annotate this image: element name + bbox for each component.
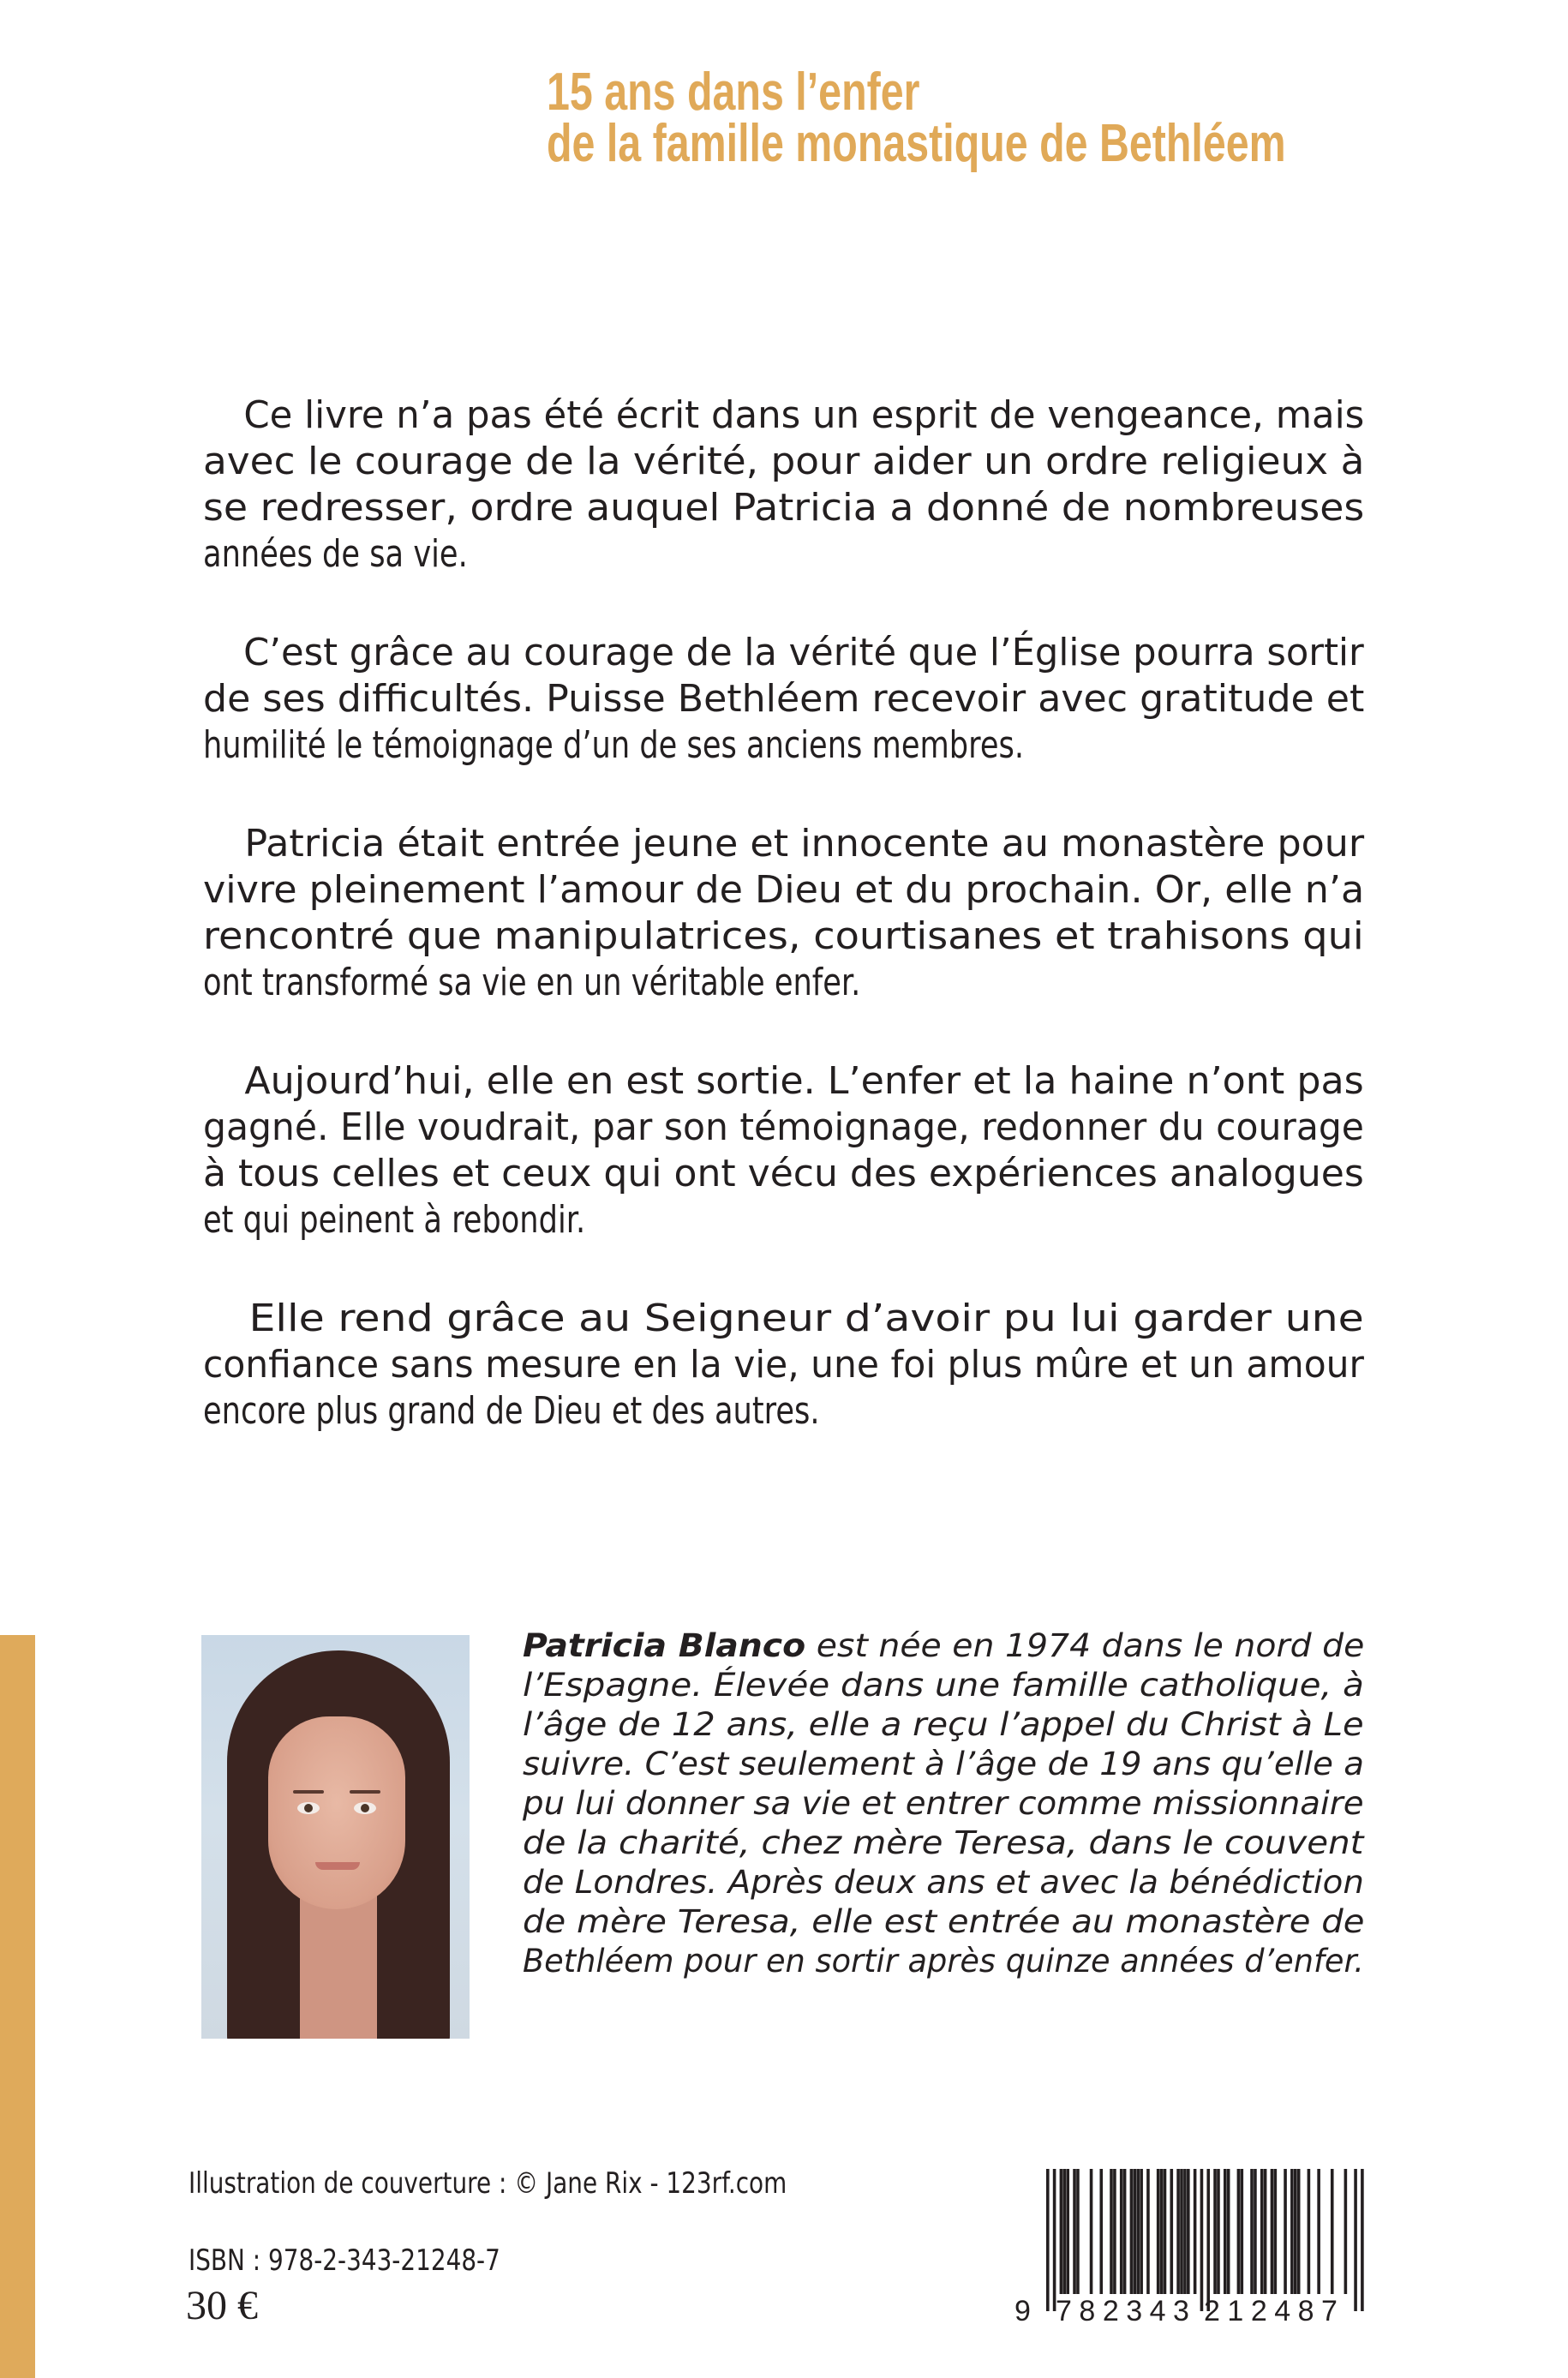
text-line: encore plus grand de Dieu et des autres.	[203, 1389, 820, 1433]
bio-line: l’âge de 12 ans, elle a reçu l’appel du Christ à Le	[523, 1706, 1364, 1743]
bio-line: pu lui donner sa vie et entrer comme missionnaire	[523, 1785, 1364, 1822]
text-line: rencontré que manipulatrices, courtisanes et trahisons qui	[203, 914, 1364, 958]
photo-brow	[293, 1790, 324, 1794]
isbn: ISBN : 978-2-343-21248-7	[189, 2243, 500, 2278]
author-photo	[201, 1635, 470, 2039]
text-line: à tous celles et ceux qui ont vécu des expériences analogues	[203, 1152, 1364, 1195]
author-bio	[523, 1626, 1364, 1981]
author-name: Patricia Blanco	[523, 1627, 806, 1664]
cover-illustration-credit: Illustration de couverture : © Jane Rix - 123rf.com	[189, 2166, 787, 2201]
title-line-1: 15 ans dans l’enfer	[547, 63, 920, 122]
text-line: se redresser, ordre auquel Patricia a donné de nombreuses	[203, 486, 1365, 530]
text-line: confiance sans mesure en la vie, une foi plus mûre et un amour	[203, 1343, 1364, 1387]
photo-brow	[350, 1790, 380, 1794]
bio-line: Patricia Blanco est née en 1974 dans le nord de	[523, 1627, 1365, 1664]
text-line: C’est grâce au courage de la vérité que l’Église pourra sortir	[243, 631, 1364, 674]
text-line: humilité le témoignage d’un de ses anciens membres.	[203, 723, 1025, 767]
bio-line: l’Espagne. Élevée dans une famille catholique, à	[523, 1667, 1364, 1704]
text-line: avec le courage de la vérité, pour aider un ordre religieux à	[203, 440, 1365, 483]
text-line: Aujourd’hui, elle en est sortie. L’enfer et la haine n’ont pas	[244, 1059, 1364, 1103]
svg-text:9: 9	[1014, 2295, 1031, 2327]
paragraph-1	[203, 392, 1364, 578]
text-line: Ce livre n’a pas été écrit dans un esprit de vengeance, mais	[243, 393, 1365, 437]
text-line: années de sa vie.	[203, 532, 468, 576]
photo-face	[268, 1716, 405, 1909]
text-line: Patricia était entrée jeune et innocente au monastère pour	[244, 822, 1365, 866]
isbn-barcode	[1011, 2169, 1371, 2332]
paragraph-3	[203, 821, 1364, 1006]
title-line-2: de la famille monastique de Bethléem	[547, 114, 1286, 173]
svg-text:212487: 212487	[1204, 2295, 1345, 2327]
paragraph-4	[203, 1058, 1364, 1243]
back-cover-blurb	[203, 392, 1364, 1487]
photo-neck	[300, 1892, 377, 2039]
svg-text:782343: 782343	[1056, 2295, 1197, 2327]
bio-line: de Londres. Après deux ans et avec la bénédiction	[523, 1864, 1364, 1901]
bio-line: de mère Teresa, elle est entrée au monastère de	[523, 1903, 1365, 1940]
bio-line: de la charité, chez mère Teresa, dans le couvent	[523, 1824, 1364, 1861]
price: 30 €	[186, 2283, 258, 2328]
photo-eye	[297, 1802, 320, 1814]
bio-line: suivre. C’est seulement à l’âge de 19 ans qu’elle a	[523, 1746, 1364, 1782]
book-title	[547, 63, 1318, 173]
text-line: ont transformé sa vie en un véritable enfer.	[203, 961, 861, 1004]
photo-eye	[354, 1802, 376, 1814]
paragraph-2	[203, 630, 1364, 769]
text-line: gagné. Elle voudrait, par son témoignage, redonner du courage	[203, 1105, 1364, 1149]
photo-mouth	[315, 1862, 360, 1870]
text-line: vivre pleinement l’amour de Dieu et du prochain. Or, elle n’a	[203, 868, 1365, 912]
text-line: et qui peinent à rebondir.	[203, 1198, 586, 1242]
bio-line: Bethléem pour en sortir après quinze années d’enfer.	[523, 1943, 1364, 1980]
text-line: de ses difficultés. Puisse Bethléem recevoir avec gratitude et	[203, 677, 1365, 721]
accent-side-bar	[0, 1635, 35, 2378]
text-line: Elle rend grâce au Seigneur d’avoir pu lui garder une	[248, 1297, 1364, 1340]
paragraph-5	[203, 1296, 1364, 1435]
barcode-graphic	[1011, 2169, 1371, 2332]
